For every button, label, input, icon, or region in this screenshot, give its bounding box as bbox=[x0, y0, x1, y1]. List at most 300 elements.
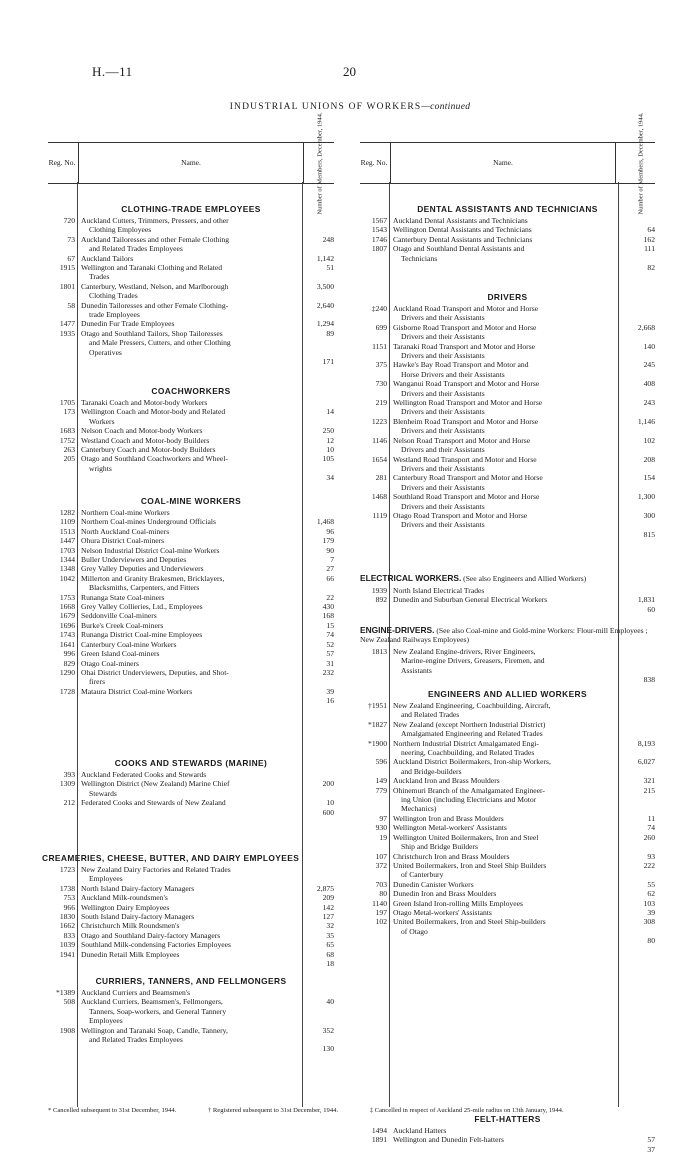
union-name-line: Auckland Tailors bbox=[81, 253, 134, 263]
union-name bbox=[81, 546, 298, 555]
member-count: 39 bbox=[326, 686, 334, 696]
member-count: 7 bbox=[330, 555, 334, 565]
union-name-line: Auckland Curriers, Beamsmen's, Fellmongers, bbox=[81, 997, 223, 1007]
reg-number: 393 bbox=[63, 770, 75, 779]
member-count: 64 bbox=[647, 225, 655, 235]
union-name-line: neering, Coachbuilding, and Related Trades bbox=[401, 748, 535, 758]
member-count: 68 bbox=[326, 949, 334, 959]
union-name bbox=[81, 997, 298, 1025]
member-count: 1,146 bbox=[637, 416, 655, 426]
member-count: 1,468 bbox=[316, 517, 334, 527]
union-name bbox=[81, 798, 298, 807]
member-count: 6,027 bbox=[637, 757, 655, 767]
union-name bbox=[393, 861, 615, 880]
section-title: COAL-MINE WORKERS bbox=[140, 496, 242, 506]
reg-number: 1641 bbox=[59, 639, 75, 649]
member-count: 162 bbox=[643, 234, 655, 244]
union-name-line: Auckland Milk-roundsmen's bbox=[81, 893, 168, 903]
member-count: 208 bbox=[643, 454, 655, 464]
page-number: 20 bbox=[343, 64, 356, 79]
union-name-line: Ohinemuri Branch of the Amalgamated Engineer- bbox=[393, 785, 545, 795]
member-count: 408 bbox=[643, 379, 655, 389]
union-name bbox=[393, 417, 615, 436]
member-count: 1,300 bbox=[637, 492, 655, 502]
union-name bbox=[393, 436, 615, 455]
reg-number: †1951 bbox=[368, 701, 387, 710]
union-name-line: Clothing Trades bbox=[89, 291, 138, 301]
reg-number: 1344 bbox=[59, 555, 75, 565]
section-title: FELT-HATTERS bbox=[474, 1114, 541, 1124]
union-name bbox=[393, 492, 615, 511]
reg-number: 753 bbox=[63, 893, 75, 903]
section-title: CLOTHING-TRADE EMPLOYEES bbox=[121, 204, 261, 214]
member-count: 34 bbox=[326, 473, 334, 483]
union-name bbox=[81, 398, 298, 407]
union-name bbox=[81, 921, 298, 930]
union-name-line: New Zealand Dairy Factories and Related Trades bbox=[81, 865, 231, 874]
union-name-line: Auckland Iron and Brass Moulders bbox=[393, 776, 500, 786]
union-name-line: Drivers and their Assistants bbox=[401, 426, 485, 436]
member-count: 2,668 bbox=[637, 322, 655, 332]
union-name bbox=[81, 630, 298, 639]
member-count: 130 bbox=[322, 1044, 334, 1054]
union-name-line: Auckland District Boilermakers, Iron-ship Workers, bbox=[393, 757, 551, 767]
table-row bbox=[360, 701, 655, 720]
union-name-line: and Bridge-builders bbox=[401, 766, 462, 776]
section bbox=[360, 625, 655, 685]
member-count: 10 bbox=[326, 798, 334, 808]
reg-number: 197 bbox=[375, 907, 387, 917]
reg-number: 930 bbox=[375, 823, 387, 833]
reg-number: *1389 bbox=[56, 988, 75, 997]
union-name bbox=[393, 852, 615, 861]
union-name bbox=[81, 436, 298, 445]
member-count: 39 bbox=[647, 907, 655, 917]
union-name-line: Otago Coal-miners bbox=[81, 658, 139, 668]
union-name-line: Blacksmiths, Carpenters, and Fitters bbox=[89, 583, 200, 593]
union-name-line: Marine-engine Drivers, Greasers, Firemen, and bbox=[401, 656, 545, 666]
union-name-line: and Related Trades Employees bbox=[89, 244, 183, 254]
table-row bbox=[360, 510, 655, 539]
union-name-line: Wellington and Dunedin Felt-hatters bbox=[393, 1135, 504, 1145]
member-count: 57 bbox=[326, 649, 334, 659]
reg-number: 1830 bbox=[59, 912, 75, 922]
member-count: 18 bbox=[326, 959, 334, 969]
reg-number: 372 bbox=[375, 860, 387, 870]
union-name-line: Operatives bbox=[89, 347, 122, 357]
union-name-line: wrights bbox=[89, 463, 112, 473]
section-title: COOKS AND STEWARDS (MARINE) bbox=[114, 758, 268, 768]
union-name-line: firers bbox=[89, 677, 106, 687]
reg-number: 720 bbox=[63, 216, 75, 225]
union-name bbox=[81, 454, 298, 473]
member-count: 31 bbox=[326, 658, 334, 668]
reg-number: 699 bbox=[375, 322, 387, 332]
union-name-line: Wellington United Boilermakers, Iron and Steel bbox=[393, 832, 539, 842]
union-name bbox=[393, 595, 615, 604]
footnotes bbox=[48, 1107, 668, 1115]
member-count: 82 bbox=[647, 263, 655, 273]
table-row bbox=[48, 454, 334, 483]
member-count: 1,294 bbox=[316, 319, 334, 329]
section bbox=[48, 202, 334, 367]
union-name-line: Green Island Iron-rolling Mills Employees bbox=[393, 898, 523, 908]
member-count: 105 bbox=[322, 454, 334, 464]
union-name bbox=[81, 527, 298, 536]
union-name bbox=[81, 649, 298, 658]
union-name bbox=[81, 611, 298, 620]
union-name bbox=[81, 445, 298, 454]
member-count: 11 bbox=[647, 813, 655, 823]
union-name-line: Drivers and their Assistants bbox=[401, 501, 485, 511]
union-name-line: Dunedin and Suburban General Electrical Workers bbox=[393, 595, 548, 605]
section-title: CURRIERS, TANNERS, AND FELLMONGERS bbox=[95, 976, 287, 986]
reg-number: 263 bbox=[63, 445, 75, 455]
union-name bbox=[81, 912, 298, 921]
union-name-line: North Auckland Coal-miners bbox=[81, 526, 170, 536]
union-name bbox=[81, 1026, 298, 1045]
member-count: 60 bbox=[647, 604, 655, 614]
column-header-reg: Reg. No. bbox=[48, 158, 76, 167]
union-name bbox=[81, 903, 298, 912]
union-name bbox=[81, 950, 298, 959]
union-name bbox=[393, 1135, 615, 1144]
union-name-line: Runanga State Coal-miners bbox=[81, 592, 165, 602]
union-name-line: Canterbury Coach and Motor-body Builders bbox=[81, 445, 216, 455]
member-count: 52 bbox=[326, 639, 334, 649]
reg-number: 1908 bbox=[59, 1025, 75, 1035]
union-name-line: Otago and Southland Dairy-factory Managers bbox=[81, 930, 221, 940]
member-count: 200 bbox=[322, 779, 334, 789]
reg-number: 1543 bbox=[371, 225, 387, 235]
table-row bbox=[360, 917, 655, 946]
member-count: 1,831 bbox=[637, 595, 655, 605]
section-title: ENGINEERS AND ALLIED WORKERS bbox=[427, 689, 587, 699]
union-name-line: and Related Trades bbox=[401, 710, 460, 720]
union-name bbox=[81, 779, 298, 798]
union-name-line: Tanners, Soap-workers, and General Tannery bbox=[89, 1006, 227, 1016]
union-name bbox=[393, 379, 615, 398]
union-name-line: Westland Road Transport and Motor and Horse bbox=[393, 454, 537, 464]
member-count: 154 bbox=[643, 473, 655, 483]
section-heading bbox=[360, 626, 655, 644]
union-name-line: Mataura District Coal-mine Workers bbox=[81, 686, 193, 696]
reg-number: 1140 bbox=[372, 898, 387, 908]
union-name-line: Dunedin Iron and Brass Moulders bbox=[393, 889, 497, 899]
section-title: ENGINE-DRIVERS. bbox=[360, 625, 435, 635]
page-id: H.—11 bbox=[92, 64, 133, 79]
union-name-line: Grey Valley Deputies and Underviewers bbox=[81, 564, 204, 574]
page-title-text: INDUSTRIAL UNIONS OF WORKERS bbox=[229, 102, 422, 112]
reg-number: 1728 bbox=[59, 686, 75, 696]
union-name-line: Drivers and their Assistants bbox=[401, 407, 485, 417]
reg-number: 149 bbox=[375, 776, 387, 786]
union-name bbox=[393, 235, 615, 244]
reg-number: 1813 bbox=[371, 647, 387, 656]
union-name-line: Wellington and Taranaki Soap, Candle, Tannery, bbox=[81, 1025, 228, 1035]
union-name bbox=[393, 720, 615, 739]
reg-number: 1915 bbox=[59, 263, 75, 273]
union-name-line: Drivers and their Assistants bbox=[401, 445, 485, 455]
section bbox=[48, 494, 334, 706]
union-name-line: Horse Drivers and their Assistants bbox=[401, 369, 505, 379]
section-note: (See also Engineers and Allied Workers) bbox=[461, 574, 587, 583]
reg-number: 1468 bbox=[371, 492, 387, 502]
reg-number: 212 bbox=[63, 798, 75, 808]
section bbox=[48, 384, 334, 483]
union-name-line: North Island Electrical Trades bbox=[393, 586, 485, 595]
member-count: 243 bbox=[643, 398, 655, 408]
union-name-line: Auckland Road Transport and Motor and Horse bbox=[393, 304, 539, 313]
reg-number: 1447 bbox=[59, 536, 75, 546]
union-name-line: Northern Industrial District Amalgamated Engi- bbox=[393, 738, 539, 748]
union-name-line: Ship and Bridge Builders bbox=[401, 842, 478, 852]
union-name-line: Drivers and their Assistants bbox=[401, 351, 485, 361]
union-name bbox=[81, 770, 298, 779]
union-name-line: Wellington Metal-workers' Assistants bbox=[393, 823, 507, 833]
union-name-line: Wellington Road Transport and Motor and Horse bbox=[393, 398, 543, 408]
union-name-line: Wellington Dairy Employees bbox=[81, 902, 170, 912]
member-count: 32 bbox=[326, 921, 334, 931]
member-count: 308 bbox=[643, 917, 655, 927]
member-count: 22 bbox=[326, 592, 334, 602]
union-name bbox=[393, 244, 615, 263]
union-name-line: Workers bbox=[89, 416, 115, 426]
reg-number: 833 bbox=[63, 930, 75, 940]
union-name-line: Wellington Coach and Motor-body and Related bbox=[81, 407, 226, 417]
member-count: 171 bbox=[322, 357, 334, 367]
reg-number: 1746 bbox=[371, 234, 387, 244]
reg-number: 1723 bbox=[59, 865, 75, 874]
reg-number: 1567 bbox=[371, 216, 387, 225]
union-name-line: Christchurch Iron and Brass Moulders bbox=[393, 851, 510, 861]
reg-number: 1109 bbox=[60, 517, 75, 527]
member-count: 250 bbox=[322, 426, 334, 436]
member-count: 321 bbox=[643, 776, 655, 786]
union-name-line: Canterbury Road Transport and Motor and Horse bbox=[393, 473, 543, 483]
union-name-line: Auckland Tailoresses and other Female Clothing bbox=[81, 234, 230, 244]
section-title: COACHWORKERS bbox=[151, 386, 231, 396]
member-count: 209 bbox=[322, 893, 334, 903]
member-count: 600 bbox=[322, 807, 334, 817]
union-name-line: Ohai District Underviewers, Deputies, and Shot- bbox=[81, 667, 229, 677]
union-name bbox=[81, 593, 298, 602]
union-name bbox=[81, 668, 298, 687]
union-name-line: trade Employees bbox=[89, 310, 140, 320]
union-name-line: Canterbury Coal-mine Workers bbox=[81, 639, 177, 649]
reg-number: 107 bbox=[375, 851, 387, 861]
member-count: 815 bbox=[643, 529, 655, 539]
section bbox=[360, 290, 655, 539]
member-count: 8,193 bbox=[637, 738, 655, 748]
reg-number: 703 bbox=[375, 879, 387, 889]
reg-number: 1309 bbox=[59, 779, 75, 789]
union-name-line: Employees bbox=[89, 1016, 123, 1026]
member-count: 74 bbox=[647, 823, 655, 833]
union-name-line: Auckland Cutters, Trimmers, Pressers, and other bbox=[81, 216, 229, 225]
union-name bbox=[81, 517, 298, 526]
member-count: 62 bbox=[647, 889, 655, 899]
union-name bbox=[393, 776, 615, 785]
section-title: CREAMERIES, CHEESE, BUTTER, AND DAIRY EMPLOYEES bbox=[42, 853, 300, 863]
union-name-line: Assistants bbox=[401, 665, 432, 675]
union-name bbox=[393, 833, 615, 852]
reg-number: 996 bbox=[63, 649, 75, 659]
union-name bbox=[81, 216, 298, 235]
union-name-line: Wellington and Taranaki Clothing and Related bbox=[81, 263, 223, 273]
union-name-line: Gisborne Road Transport and Motor and Horse bbox=[393, 322, 537, 332]
union-name bbox=[393, 786, 615, 814]
union-name-line: Green Island Coal-miners bbox=[81, 649, 160, 659]
union-name-line: Auckland Hatters bbox=[393, 1126, 447, 1135]
union-name-line: Grey Valley Collieries, Ltd., Employees bbox=[81, 602, 203, 612]
footnote: ‡ Cancelled in respect of Auckland 25-mile radius on 13th January, 1944. bbox=[369, 1107, 564, 1114]
union-name-line: Dunedin Retail Milk Employees bbox=[81, 949, 180, 959]
member-count: 245 bbox=[643, 360, 655, 370]
member-count: 65 bbox=[326, 940, 334, 950]
member-count: 260 bbox=[643, 832, 655, 842]
union-name bbox=[81, 555, 298, 564]
union-name bbox=[393, 1126, 615, 1135]
union-name-line: ing Union (including Electricians and Motor bbox=[401, 795, 537, 805]
section-heading bbox=[360, 574, 655, 583]
union-name-line: Nelson Industrial District Coal-mine Workers bbox=[81, 545, 220, 555]
union-name bbox=[81, 931, 298, 940]
member-count: 90 bbox=[326, 545, 334, 555]
member-count: 40 bbox=[326, 997, 334, 1007]
union-name-line: United Boilermakers, Iron and Steel Ship-builders bbox=[393, 917, 546, 927]
union-name bbox=[393, 304, 615, 323]
reg-number: 1494 bbox=[371, 1126, 387, 1135]
reg-number: 1513 bbox=[59, 526, 75, 536]
table-row bbox=[360, 595, 655, 614]
member-count: 140 bbox=[643, 341, 655, 351]
union-name bbox=[81, 884, 298, 893]
union-name bbox=[81, 640, 298, 649]
member-count: 248 bbox=[322, 234, 334, 244]
section bbox=[48, 756, 334, 817]
reg-number: 1753 bbox=[59, 592, 75, 602]
section bbox=[360, 202, 655, 273]
member-count: 215 bbox=[643, 785, 655, 795]
reg-number: 1151 bbox=[372, 341, 387, 351]
union-name-line: United Boilermakers, Iron and Steel Ship Builders bbox=[393, 860, 547, 870]
union-name-line: of Canterbury bbox=[401, 870, 444, 880]
reg-number: 596 bbox=[375, 757, 387, 767]
page-header bbox=[0, 0, 700, 110]
union-name-line: Auckland Dental Assistants and Technicians bbox=[393, 216, 528, 225]
union-name bbox=[393, 342, 615, 361]
reg-number: 1941 bbox=[59, 949, 75, 959]
member-count: 89 bbox=[326, 328, 334, 338]
section bbox=[48, 974, 334, 1054]
reg-number: 102 bbox=[375, 917, 387, 927]
union-name-line: Southland Road Transport and Motor and Horse bbox=[393, 492, 540, 502]
union-name bbox=[81, 893, 298, 902]
member-count: 37 bbox=[647, 1144, 655, 1154]
union-name bbox=[81, 574, 298, 593]
reg-number: 173 bbox=[63, 407, 75, 417]
reg-number: 1042 bbox=[59, 573, 75, 583]
page-title bbox=[0, 102, 700, 112]
union-name bbox=[393, 473, 615, 492]
union-name bbox=[81, 407, 298, 426]
reg-number: 1290 bbox=[59, 667, 75, 677]
member-count: 10 bbox=[326, 445, 334, 455]
left-column bbox=[42, 111, 334, 1107]
footnote: * Cancelled subsequent to 31st December, 1944. bbox=[48, 1107, 177, 1114]
member-count: 96 bbox=[326, 526, 334, 536]
reg-number: 508 bbox=[63, 997, 75, 1007]
union-name bbox=[393, 757, 615, 776]
reg-number: 1654 bbox=[371, 454, 387, 464]
union-name-line: Buller Underviewers and Deputies bbox=[81, 555, 187, 565]
union-name-line: Northern Coal-mines Underground Officials bbox=[81, 517, 216, 527]
union-name-line: Auckland Federated Cooks and Stewards bbox=[81, 770, 207, 779]
reg-number: 1039 bbox=[59, 940, 75, 950]
union-name bbox=[81, 602, 298, 611]
member-count: 15 bbox=[326, 620, 334, 630]
reg-number: 205 bbox=[63, 454, 75, 464]
union-name-line: Otago Road Transport and Motor and Horse bbox=[393, 510, 528, 520]
reg-number: 1743 bbox=[59, 630, 75, 640]
union-name bbox=[393, 360, 615, 379]
reg-number: 966 bbox=[63, 902, 75, 912]
union-name-line: Trades bbox=[89, 272, 110, 282]
union-name bbox=[81, 687, 298, 696]
section bbox=[360, 687, 655, 946]
reg-number: ‡240 bbox=[371, 304, 387, 313]
reg-number: 97 bbox=[379, 813, 387, 823]
union-name-line: Ohura District Coal-miners bbox=[81, 536, 165, 546]
reg-number: 1683 bbox=[59, 426, 75, 436]
reg-number: 1348 bbox=[59, 564, 75, 574]
reg-number: 1679 bbox=[59, 611, 75, 621]
table-row bbox=[360, 647, 655, 685]
union-name-line: Northern Coal-mine Workers bbox=[81, 508, 170, 517]
union-name bbox=[81, 536, 298, 545]
section-title: DRIVERS bbox=[487, 292, 528, 302]
union-name-line: Drivers and their Assistants bbox=[401, 388, 485, 398]
union-name-line: and Related Trades Employees bbox=[89, 1035, 183, 1045]
member-count: 127 bbox=[322, 912, 334, 922]
reg-number: 1935 bbox=[59, 328, 75, 338]
union-name bbox=[81, 319, 298, 328]
table-row bbox=[48, 686, 334, 706]
union-name bbox=[81, 621, 298, 630]
union-name-line: Otago Metal-workers' Assistants bbox=[393, 907, 492, 917]
reg-number: 73 bbox=[67, 234, 75, 244]
reg-number: 80 bbox=[379, 889, 387, 899]
union-name bbox=[81, 263, 298, 282]
union-name-line: South Island Dairy-factory Managers bbox=[81, 912, 195, 922]
union-name bbox=[393, 323, 615, 342]
union-name-line: Nelson Coach and Motor-body Workers bbox=[81, 426, 203, 436]
union-name bbox=[81, 940, 298, 949]
union-name bbox=[393, 899, 615, 908]
column-header-name: Name. bbox=[390, 143, 616, 183]
reg-number: 1668 bbox=[59, 602, 75, 612]
union-name-line: Otago and Southland Dental Assistants and bbox=[393, 244, 525, 254]
member-count: 1,142 bbox=[316, 253, 334, 263]
section bbox=[360, 573, 655, 614]
union-name-line: Wellington Dental Assistants and Technicians bbox=[393, 225, 532, 235]
member-count: 16 bbox=[326, 696, 334, 706]
union-name bbox=[393, 647, 615, 675]
union-name-line: Auckland Curriers and Beamsmen's bbox=[81, 988, 191, 997]
reg-number: 1223 bbox=[371, 416, 387, 426]
reg-number: 19 bbox=[379, 832, 387, 842]
